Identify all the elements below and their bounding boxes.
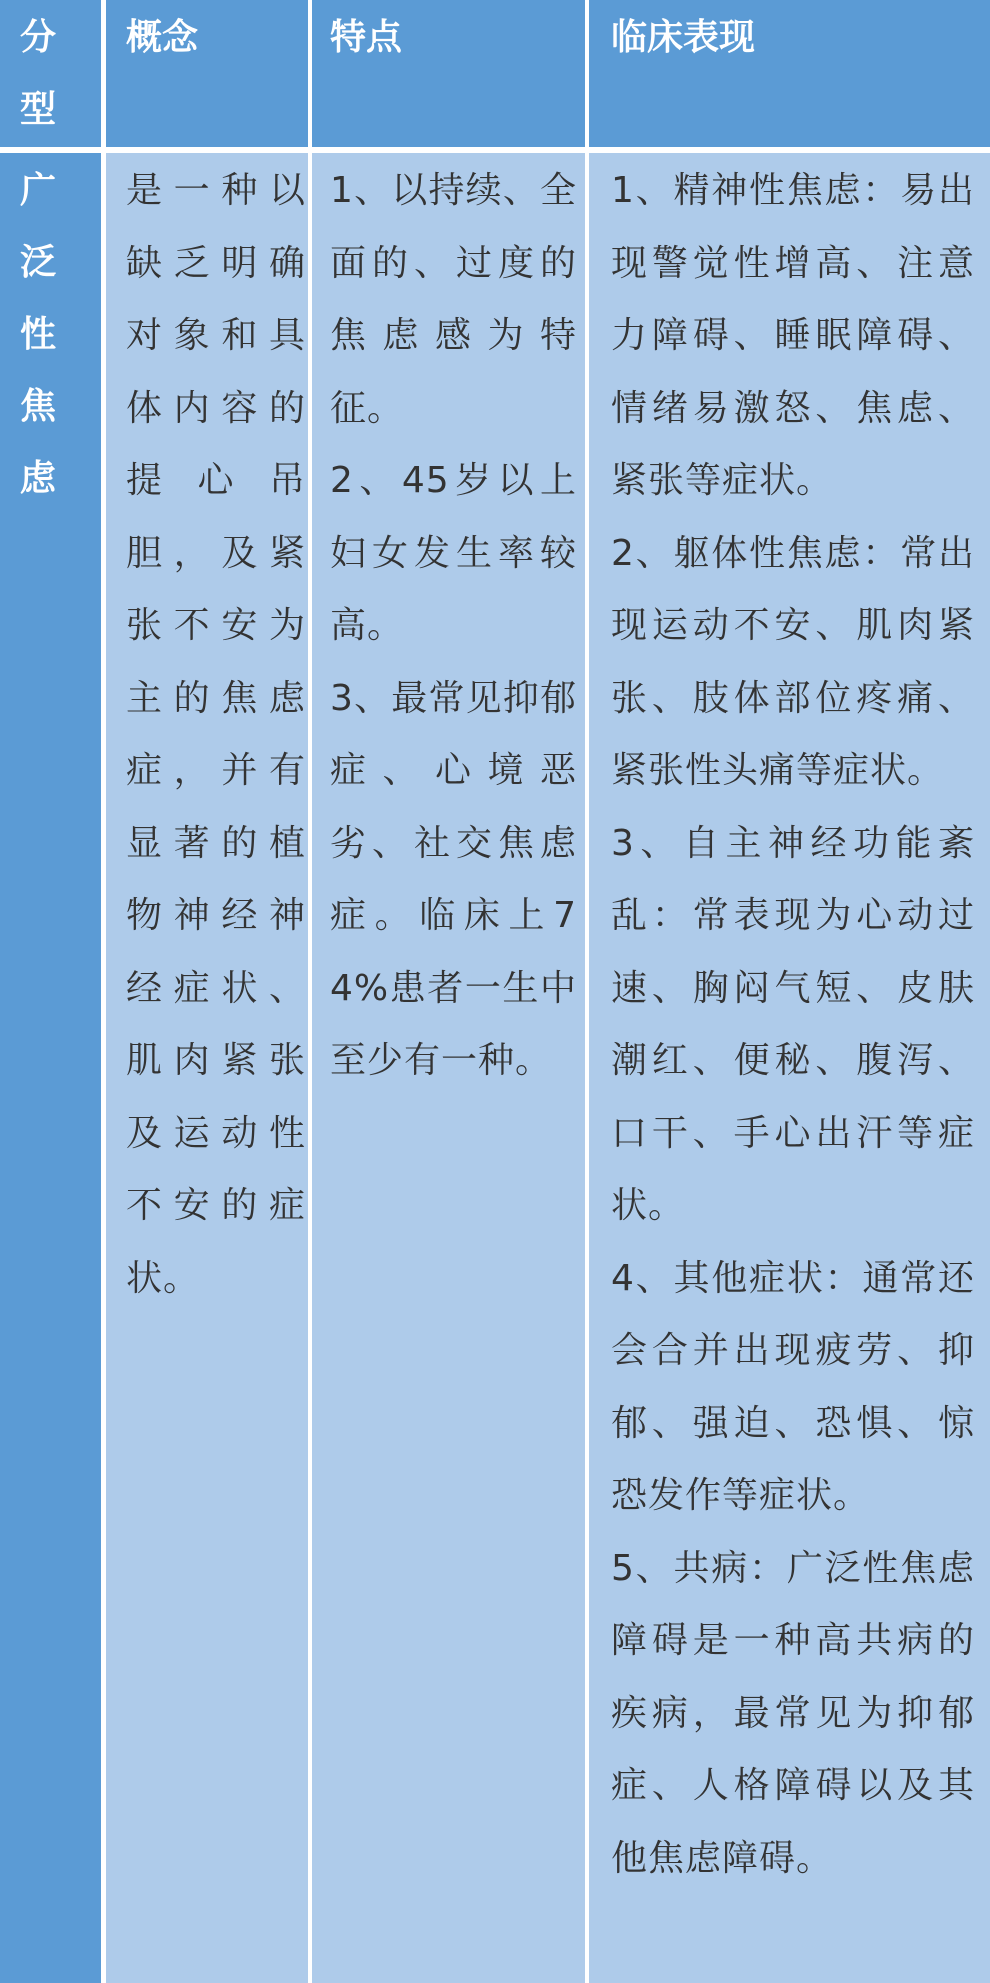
header-clinical-label: 临床表现 [611, 17, 756, 58]
header-feature [312, 0, 585, 147]
clinical-item: 2、躯体性焦虑：常出现运动不安、肌肉紧张、肢体部位疼痛、紧张性头痛等症状。 [611, 532, 975, 791]
cell-clinical [589, 153, 990, 1983]
clinical-item: 5、共病：广泛性焦虑障碍是一种高共病的疾病，最常见为抑郁症、人格障碍以及其他焦虑障碍。 [611, 1547, 975, 1879]
feature-item: 1、以持续、全面的、过度的焦虑感为特征。 [330, 170, 577, 429]
concept-text: 是一种以缺乏明确对象和具体内容的提心吊胆，及紧张不安为主的焦虑症，并有显著的植物神经神经症状、肌肉紧张及运动性不安的症状。 [126, 170, 306, 1299]
clinical-item: 1、精神性焦虑：易出现警觉性增高、注意力障碍、睡眠障碍、情绪易激怒、焦虑、紧张等症状。 [611, 170, 975, 501]
header-feature-label: 特点 [330, 17, 403, 58]
header-clinical [589, 0, 990, 147]
cell-concept [106, 153, 308, 1983]
header-concept-label: 概念 [126, 17, 199, 58]
clinical-item: 4、其他症状：通常还会合并出现疲劳、抑郁、强迫、恐惧、惊恐发作等症状。 [611, 1257, 975, 1516]
cell-type [0, 153, 101, 1983]
header-type-label: 分型 [20, 17, 57, 130]
feature-item: 2、45岁以上妇女发生率较高。 [330, 460, 577, 646]
feature-item: 3、最常见抑郁症、心境恶劣、社交焦虑症。临床上74%患者一生中至少有一种。 [330, 677, 577, 1081]
cell-feature [312, 153, 585, 1983]
header-type [0, 0, 101, 147]
type-label: 广泛性焦虑 [20, 170, 57, 499]
header-concept [106, 0, 308, 147]
clinical-item: 3、自主神经功能紊乱：常表现为心动过速、胸闷气短、皮肤潮红、便秘、腹泻、口干、手心出汗等症状。 [611, 822, 975, 1226]
